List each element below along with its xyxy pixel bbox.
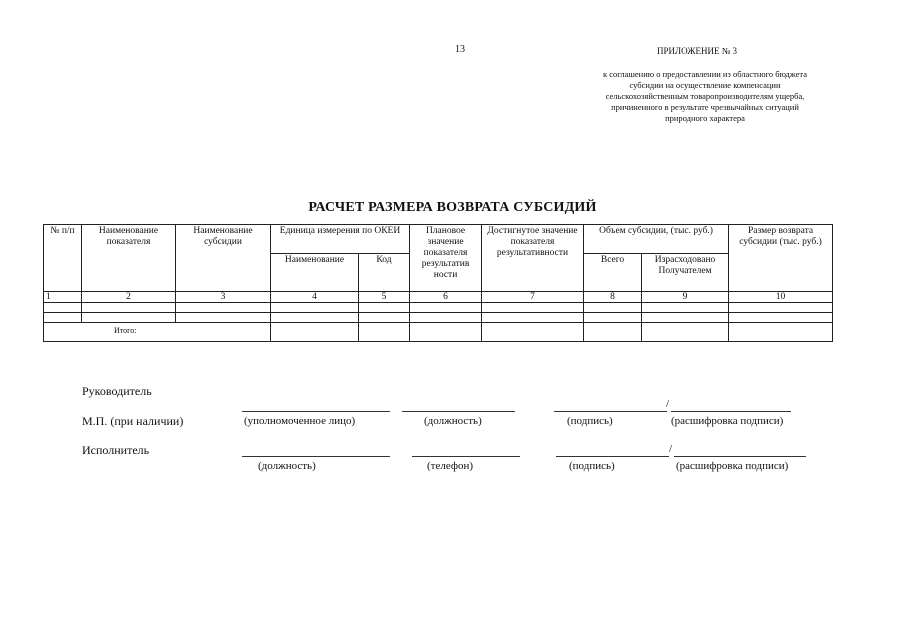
column-number: 8 [584, 292, 642, 303]
signature-line [402, 411, 515, 412]
empty-cell [642, 323, 729, 342]
empty-cell [176, 313, 271, 323]
empty-cell [584, 303, 642, 313]
empty-cell [410, 323, 482, 342]
signature-line [671, 411, 791, 412]
empty-cell [584, 313, 642, 323]
header-volume-group: Объем субсидии, (тыс. руб.) [584, 225, 729, 254]
empty-cell [359, 303, 410, 313]
empty-cell [642, 303, 729, 313]
empty-cell [584, 323, 642, 342]
total-label: Итого: [44, 323, 271, 342]
empty-cell [176, 303, 271, 313]
empty-cell [729, 323, 833, 342]
appendix-title: ПРИЛОЖЕНИЕ № 3 [657, 46, 738, 56]
header-unit-name: Наименование [271, 254, 359, 292]
head-label: Руководитель [82, 384, 152, 398]
column-number: 2 [82, 292, 176, 303]
empty-cell [359, 323, 410, 342]
empty-cell [482, 323, 584, 342]
stamp-label: М.П. (при наличии) [82, 414, 184, 428]
signature-decoding-caption: (расшифровка подписи) [676, 460, 789, 472]
header-volume-total: Всего [584, 254, 642, 292]
column-number: 4 [271, 292, 359, 303]
page-number: 13 [455, 44, 465, 55]
column-number: 10 [729, 292, 833, 303]
appendix-caption-line: причиненного в результате чрезвычайных ситуаций [611, 102, 799, 112]
header-unit-group: Единица измерения по ОКЕИ [271, 225, 410, 254]
column-number: 6 [410, 292, 482, 303]
refund-calculation-table [43, 224, 833, 342]
executor-label: Исполнитель [82, 443, 150, 457]
table-row [44, 303, 833, 313]
executor-position-caption: (должность) [258, 460, 316, 472]
empty-cell [482, 313, 584, 323]
authorized-person-caption: (уполномоченное лицо) [244, 415, 356, 427]
header-indicator-name: Наименование показателя [82, 225, 176, 292]
appendix-caption-line: сельскохозяйственным товаропроизводителям ущерба, [605, 91, 805, 101]
empty-cell [729, 313, 833, 323]
signature-line [412, 456, 520, 457]
appendix-caption-line: природного характера [665, 113, 745, 123]
header-achieved-value: Достигнутое значение показателя результативности [482, 225, 584, 292]
appendix-caption [575, 69, 835, 124]
empty-cell [642, 313, 729, 323]
signature-line [242, 456, 390, 457]
column-number: 1 [44, 292, 82, 303]
empty-cell [482, 303, 584, 313]
signature-caption: (подпись) [567, 415, 613, 427]
column-number: 7 [482, 292, 584, 303]
empty-cell [44, 303, 82, 313]
slash-separator: / [669, 443, 673, 455]
empty-cell [271, 313, 359, 323]
header-num: № п/п [44, 225, 82, 292]
header-unit-code: Код [359, 254, 410, 292]
empty-cell [44, 313, 82, 323]
signature-decoding-caption: (расшифровка подписи) [671, 415, 784, 427]
header-subsidy-name: Наименование субсидии [176, 225, 271, 292]
signature-line [556, 456, 669, 457]
appendix-caption-line: субсидии на осуществление компенсации [629, 80, 781, 90]
column-number-row [44, 292, 833, 303]
empty-cell [729, 303, 833, 313]
header-planned-value: Плановое значение показателя результатив ности [410, 225, 482, 292]
signature-line [554, 411, 667, 412]
phone-caption: (телефон) [427, 460, 474, 472]
position-caption: (должность) [424, 415, 482, 427]
empty-cell [359, 313, 410, 323]
column-number: 5 [359, 292, 410, 303]
signature-line [242, 411, 390, 412]
empty-cell [410, 303, 482, 313]
signature-caption: (подпись) [569, 460, 615, 472]
empty-cell [410, 313, 482, 323]
header-volume-spent: Израсходовано Получателем [642, 254, 729, 292]
slash-separator: / [666, 398, 670, 410]
total-row [44, 323, 833, 342]
empty-cell [82, 303, 176, 313]
appendix-caption-line: к соглашению о предоставлении из областного бюджета [603, 69, 807, 79]
signature-line [674, 456, 806, 457]
column-number: 3 [176, 292, 271, 303]
empty-cell [271, 303, 359, 313]
document-title: РАСЧЕТ РАЗМЕРА ВОЗВРАТА СУБСИДИЙ [308, 200, 597, 215]
table-row [44, 313, 833, 323]
empty-cell [82, 313, 176, 323]
header-refund-amount: Размер возврата субсидии (тыс. руб.) [729, 225, 833, 292]
empty-cell [271, 323, 359, 342]
column-number: 9 [642, 292, 729, 303]
